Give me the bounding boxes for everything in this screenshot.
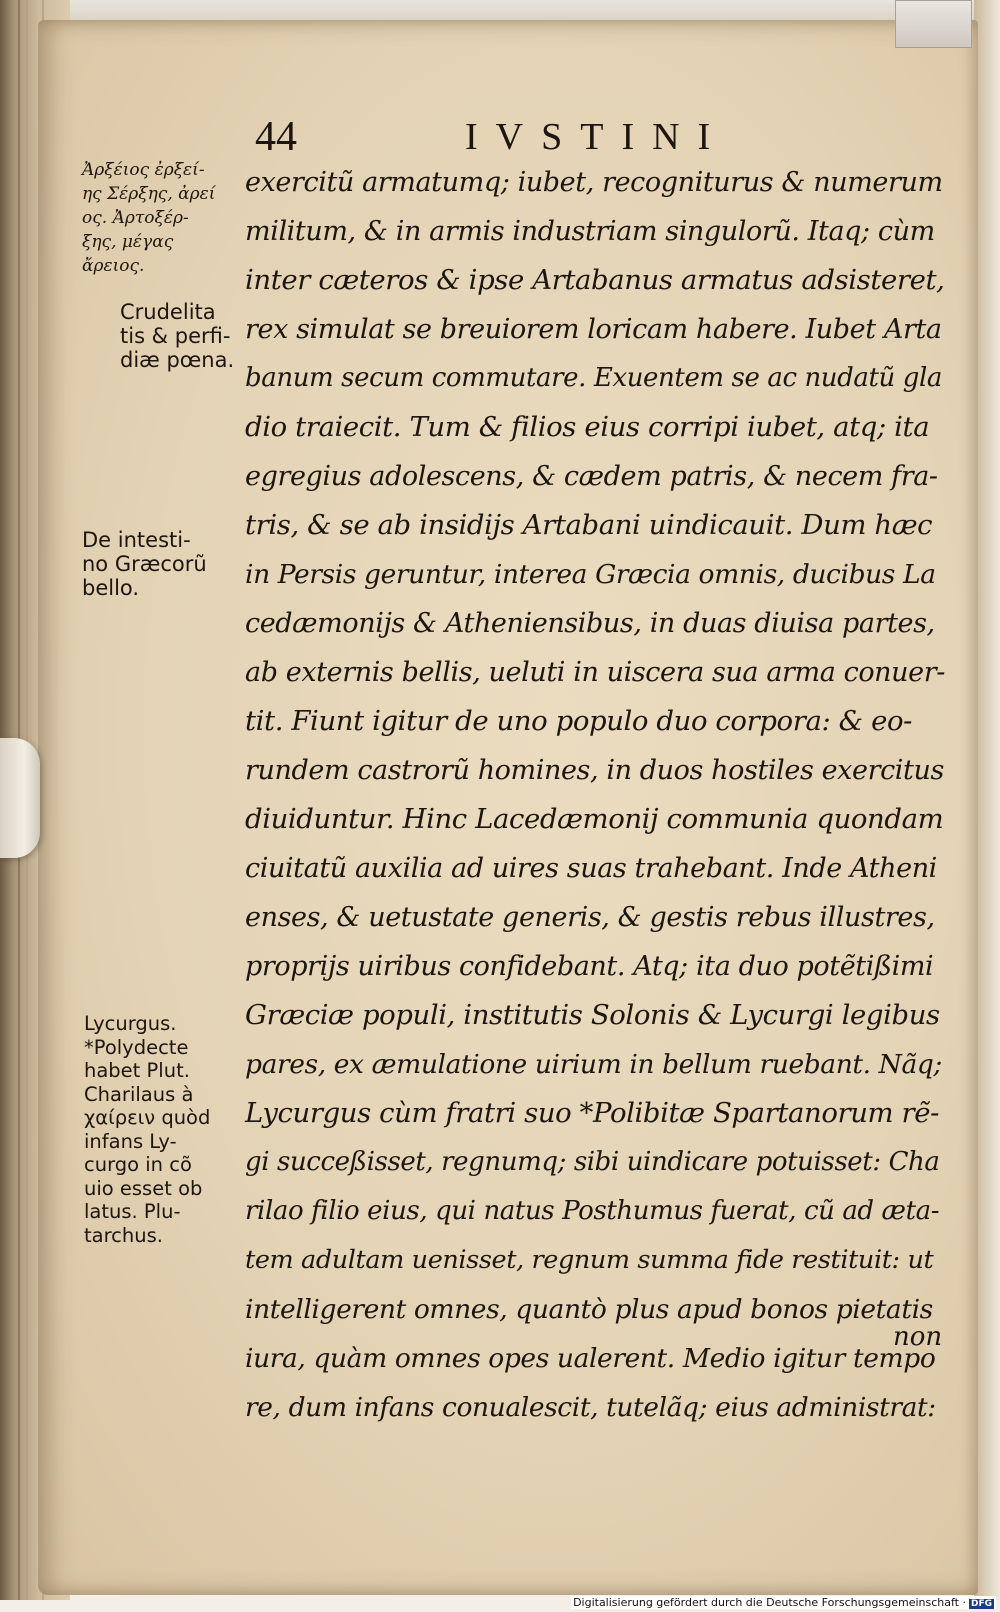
margin-line: bello. <box>82 576 140 600</box>
margin-line: De intesti- <box>82 528 191 552</box>
text-line: in Persis geruntur, interea Græcia omnis, ducibus La <box>245 559 936 590</box>
dfg-logo: DFG <box>970 1599 992 1609</box>
margin-line: infans Ly- <box>84 1129 177 1153</box>
main-text-column <box>245 158 945 1432</box>
text-line: Græciæ populi, institutis Solonis & Lycurgi legibus <box>245 999 940 1031</box>
margin-line: latus. Plu- <box>84 1200 181 1223</box>
margin-line: χαίρειν quòd <box>84 1106 211 1129</box>
text-line: tris, & se ab insidijs Artabani uindicauit. Dum hæc <box>245 509 933 541</box>
margin-line: tarchus. <box>84 1223 163 1247</box>
text-line: rundem castrorũ homines, in duos hostiles exercitus <box>245 755 944 786</box>
running-header <box>255 112 955 162</box>
catchword: non <box>893 1322 943 1352</box>
text-line: ciuitatũ auxilia ad uires suas trahebant. Inde Atheni <box>245 853 937 884</box>
margin-line: Crudelita <box>120 300 216 324</box>
margin-line: ἄρειος. <box>82 256 145 276</box>
text-line: exercitũ armatumq; iubet, recogniturus & numerum <box>245 167 943 198</box>
margin-note-greek <box>82 158 215 278</box>
text-line: rex simulat se breuiorem loricam habere. Iubet Arta <box>245 314 942 345</box>
margin-line: ος. Ἀρτοξέρ- <box>82 208 189 228</box>
margin-line: Charilaus à <box>84 1082 194 1106</box>
text-line: banum secum commutare. Exuentem se ac nudatũ gla <box>245 363 943 393</box>
page-clip-holder <box>0 738 40 858</box>
text-line: egregius adolescens, & cædem patris, & necem fra- <box>245 461 938 492</box>
margin-line: Ἀρξέιος ἐρξεί- <box>82 160 205 180</box>
text-line: dio traiecit. Tum & filios eius corripi iubet, atq; ita <box>245 411 930 443</box>
running-title: IVSTINI <box>465 116 729 158</box>
margin-line: *Polydecte <box>84 1035 189 1059</box>
text-line: re, dum infans conualescit, tutelãq; eius administrat: <box>245 1392 936 1423</box>
text-line: proprijs uiribus confidebant. Atq; ita duo potẽtißimi <box>245 951 934 982</box>
text-line: ab externis bellis, ueluti in uiscera sua arma conuer- <box>245 657 945 688</box>
margin-line: ξης, μέγας <box>82 232 174 252</box>
text-line: Lycurgus cùm fratri suo *Polibitæ Spartanorum rẽ- <box>245 1097 940 1129</box>
paper-tab <box>895 0 972 48</box>
text-line: cedæmonijs & Atheniensibus, in duas diuisa partes, <box>245 608 935 639</box>
margin-line: Lycurgus. <box>84 1012 177 1035</box>
text-line: pares, ex æmulatione uirium in bellum ruebant. Nãq; <box>245 1049 942 1080</box>
margin-line: habet Plut. <box>84 1059 190 1082</box>
margin-line: uio esset ob <box>84 1176 203 1200</box>
text-line: tem adultam uenisset, regnum summa fide restituit: ut <box>245 1245 934 1275</box>
page-number: 44 <box>255 114 297 160</box>
margin-note-de-intestino <box>82 528 207 600</box>
margin-line: ης Σέρξης, ἀρεί <box>82 184 216 204</box>
text-line: tit. Fiunt igitur de uno populo duo corpora: & eo- <box>245 705 912 737</box>
text-line: diuiduntur. Hinc Lacedæmonij communia quondam <box>245 803 944 835</box>
text-line: inter cæteros & ipse Artabanus armatus adsisteret, <box>245 264 945 296</box>
margin-note-lycurgus <box>84 1012 210 1247</box>
margin-line: tis & perfi- <box>120 324 231 348</box>
text-line: iura, quàm omnes opes ualerent. Medio igitur tempo <box>245 1343 936 1374</box>
margin-line: no Græcorũ <box>82 552 207 576</box>
text-line: enses, & uetustate generis, & gestis rebus illustres, <box>245 902 935 933</box>
text-line: gi succeßisset, regnumq; sibi uindicare potuisset: Cha <box>245 1147 940 1177</box>
text-line: intelligerent omnes, quantò plus apud bonos pietatis <box>245 1294 933 1325</box>
text-line: militum, & in armis industriam singulorũ. Itaq; cùm <box>245 216 935 247</box>
digitization-credit <box>571 1596 996 1609</box>
margin-line: diæ pœna. <box>120 348 235 372</box>
credit-text: Digitalisierung gefördert durch die Deutsche Forschungsgemeinschaft · <box>573 1596 966 1609</box>
margin-note-crudelitatis <box>120 300 234 372</box>
text-line: rilao filio eius, qui natus Posthumus fuerat, cũ ad æta- <box>245 1196 940 1226</box>
margin-line: curgo in cõ <box>84 1153 192 1176</box>
